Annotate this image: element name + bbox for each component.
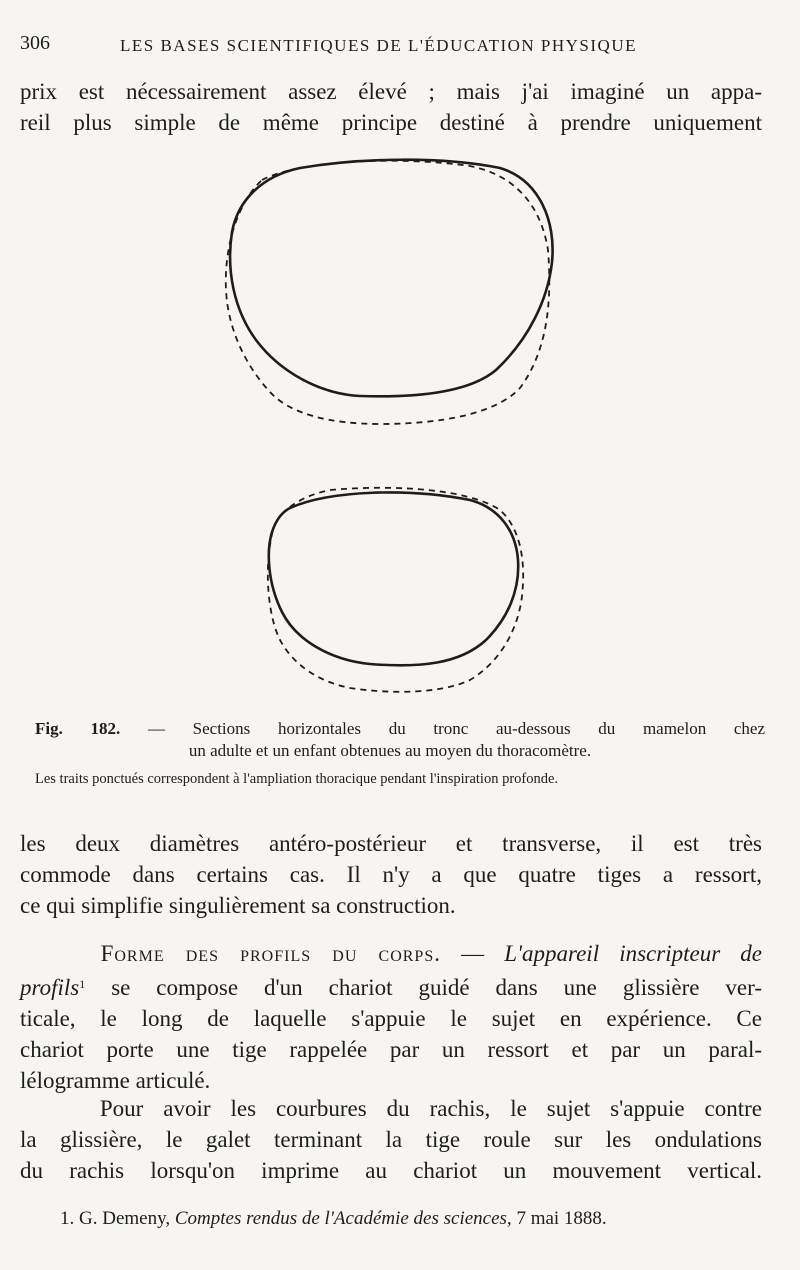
dash: — (440, 941, 505, 966)
text-line: les deux diamètres antéro-postérieur et transverse, il est très (20, 831, 762, 856)
child-section-solid (269, 492, 518, 665)
text-line: chariot porte une tige rappelée par un ressort et par un paral- (20, 1037, 762, 1062)
caption-note: Les traits ponctués correspondent à l'ampliation thoracique pendant l'inspiration profonde. (35, 771, 559, 787)
footnote-date: 7 mai 1888. (516, 1208, 607, 1229)
text-line (20, 938, 762, 969)
running-title: LES BASES SCIENTIFIQUES DE L'ÉDUCATION PHYSIQUE (120, 36, 637, 55)
text-line: prix est nécessairement assez élevé ; mais j'ai imaginé un appa- (20, 79, 762, 104)
caption-line (35, 718, 765, 740)
italic-lead-2: profils (20, 975, 80, 1000)
text-line: du rachis lorsqu'on imprime au chariot un mouvement vertical. (20, 1158, 762, 1183)
text-span: se compose d'un chariot guidé dans une glissière ver- (111, 975, 762, 1000)
figure-caption (35, 718, 765, 790)
text-line (20, 1093, 762, 1124)
figure-label: Fig. 182. (35, 719, 121, 738)
paragraph-2 (20, 938, 762, 1096)
footnote-number: 1. (60, 1208, 75, 1229)
text-line: commode dans certains cas. Il n'y a que quatre tiges a ressort, (20, 862, 762, 887)
adult-section-solid (230, 160, 553, 397)
child-section-dotted (268, 488, 523, 692)
paragraph-3 (20, 1093, 762, 1186)
text-span: Pour avoir les courbures du rachis, le sujet s'appuie contre (99, 1096, 762, 1121)
footnote-author: G. Demeny, (79, 1208, 171, 1229)
text-line: ticale, le long de laquelle s'appuie le sujet en expérience. Ce (20, 1006, 762, 1031)
adult-section-dotted (226, 161, 550, 424)
text-line: la glissière, le galet terminant la tige roule sur les ondulations (20, 1127, 762, 1152)
caption-text: — Sections horizontales du tronc au-dessous du mamelon chez (147, 719, 766, 738)
footnote (60, 1208, 760, 1230)
italic-lead: L'appareil inscripteur de (504, 941, 763, 966)
footnote-ref: 1 (79, 977, 86, 991)
caption-line: un adulte et un enfant obtenues au moyen du thoracomètre. (188, 741, 592, 760)
text-line: reil plus simple de même principe destiné à prendre uniquement (20, 110, 762, 135)
text-line (20, 969, 762, 1003)
footnote-source: Comptes rendus de l'Académie des sciences, (174, 1208, 512, 1229)
paragraph-1 (20, 828, 762, 921)
text-line: ce qui simplifie singulièrement sa construction. (20, 893, 456, 918)
page-number: 306 (20, 32, 50, 54)
section-heading: Forme des profils du corps. (100, 941, 441, 966)
text-line: lélogramme articulé. (20, 1068, 211, 1093)
